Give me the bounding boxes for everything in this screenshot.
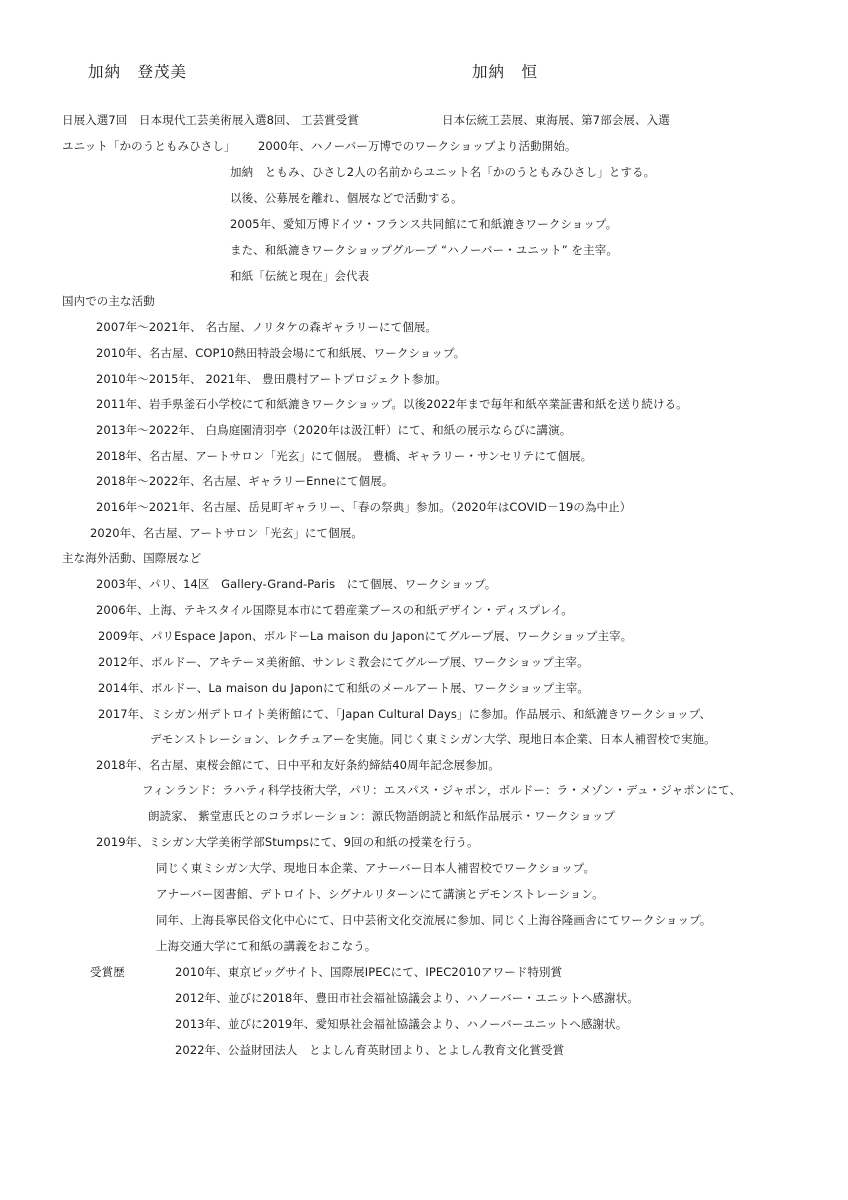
- list-item: 2014年、ボルドー、La maison du Japonにて和紙のメールアート展、ワークショップ主宰。: [98, 681, 590, 695]
- unit-line: 2000年、ハノーバー万博でのワークショップより活動開始。: [258, 139, 577, 153]
- name-left: 加納 登茂美: [88, 63, 188, 81]
- unit-line: 和紙「伝統と現在」会代表: [230, 269, 370, 283]
- list-item: 2019年、ミシガン大学美術学部Stumpsにて、9回の和紙の授業を行う。: [96, 835, 479, 849]
- list-item: 上海交通大学にて和紙の講義をおこなう。: [156, 939, 377, 953]
- list-item: 2013年～2022年、 白鳥庭園清羽亭（2020年は汲江軒）にて、和紙の展示ならびに講演。: [96, 423, 572, 437]
- list-item: 2013年、並びに2019年、愛知県社会福祉協議会より、ハノーバーユニットへ感謝状。: [175, 1017, 628, 1031]
- list-item: 2007年～2021年、 名古屋、ノリタケの森ギャラリーにて個展。: [96, 320, 438, 334]
- intro-left: 日展入選7回 日本現代工芸美術展入選8回、 工芸賞受賞: [62, 113, 359, 127]
- unit-label: ユニット「かのうともみひさし」: [62, 139, 236, 153]
- list-item: 2017年、ミシガン州デトロイト美術館にて、「Japan Cultural Days」に参加。作品展示、和紙漉きワークショップ、: [98, 707, 712, 721]
- list-item: 朗読家、 紫堂恵氏とのコラボレーション：源氏物語朗読と和紙作品展示・ワークショップ: [148, 809, 616, 823]
- list-item: 2012年、ボルドー、アキテーヌ美術館、サンレミ教会にてグループ展、ワークショップ主宰。: [98, 655, 589, 669]
- unit-line: 加納 ともみ、ひさし2人の名前からユニット名「かのうともみひさし」とする。: [230, 165, 656, 179]
- list-item: 同じく東ミシガン大学、現地日本企業、アナーバー日本人補習校でワークショップ。: [156, 861, 596, 875]
- overseas-heading: 主な海外活動、国際展など: [62, 551, 202, 565]
- list-item: 2010年、名古屋、COP10熱田特設会場にて和紙展、ワークショップ。: [96, 346, 466, 360]
- list-item: デモンストレーション、レクチュアーを実施。同じく東ミシガン大学、現地日本企業、日本人補習校で実施。: [150, 732, 716, 746]
- domestic-heading: 国内での主な活動: [62, 294, 155, 308]
- list-item: 2006年、上海、テキスタイル国際見本市にて碧産業ブースの和紙デザイン・ディスプレイ。: [96, 603, 573, 617]
- list-item: 2011年、岩手県釜石小学校にて和紙漉きワークショップ。以後2022年まで毎年和紙卒業証書和紙を送り続ける。: [96, 397, 688, 411]
- unit-line: 以後、公募展を離れ、個展などで活動する。: [230, 191, 463, 205]
- list-item: 2022年、公益財団法人 とよしん育英財団より、とよしん教育文化賞受賞: [175, 1043, 565, 1057]
- list-item: 2018年～2022年、名古屋、ギャラリーEnneにて個展。: [96, 474, 394, 488]
- list-item: 2016年～2021年、名古屋、岳見町ギャラリー、「春の祭典」参加。（2020年はCOVID－19の為中止）: [96, 500, 632, 514]
- list-item: 2010年、東京ビッグサイト、国際展IPECにて、IPEC2010アワード特別賞: [175, 965, 563, 979]
- list-item: 2020年、名古屋、アートサロン「光玄」にて個展。: [90, 526, 363, 540]
- list-item: 2003年、パリ、14区 Gallery-Grand-Paris にて個展、ワークショップ。: [96, 577, 497, 591]
- unit-line: また、和紙漉きワークショップグループ “ハノーバー・ユニット” を主宰。: [230, 243, 618, 257]
- name-right: 加納 恒: [472, 63, 539, 81]
- list-item: 同年、上海長寧民俗文化中心にて、日中芸術文化交流展に参加、同じく上海谷隆画舎にてワークショップ。: [156, 913, 712, 927]
- list-item: アナーバー図書館、デトロイト、シグナルリターンにて講演とデモンストレーション。: [156, 887, 604, 901]
- list-item: 2010年～2015年、 2021年、 豊田農村アートプロジェクト参加。: [96, 372, 447, 386]
- list-item: 2012年、並びに2018年、豊田市社会福祉協議会より、ハノーバー・ユニットへ感謝状。: [175, 991, 639, 1005]
- list-item: フィンランド：ラハティ科学技術大学，パリ：エスパス・ジャポン，ボルドー：ラ・メゾン・デュ・ジャポンにて、: [142, 783, 742, 797]
- list-item: 2009年、パリEspace Japon、ボルドーLa maison du Japonにてグループ展、ワークショップ主宰。: [98, 629, 633, 643]
- awards-heading: 受賞歴: [90, 965, 125, 979]
- list-item: 2018年、名古屋、アートサロン「光玄」にて個展。 豊橋、ギャラリー・サンセリテにて個展。: [96, 449, 593, 463]
- unit-line: 2005年、愛知万博ドイツ・フランス共同館にて和紙漉きワークショップ。: [230, 217, 618, 231]
- intro-right: 日本伝統工芸展、東海展、第7部会展、入選: [442, 113, 670, 127]
- list-item: 2018年、名古屋、東桜会館にて、日中平和友好条約締結40周年記念展参加。: [96, 758, 500, 772]
